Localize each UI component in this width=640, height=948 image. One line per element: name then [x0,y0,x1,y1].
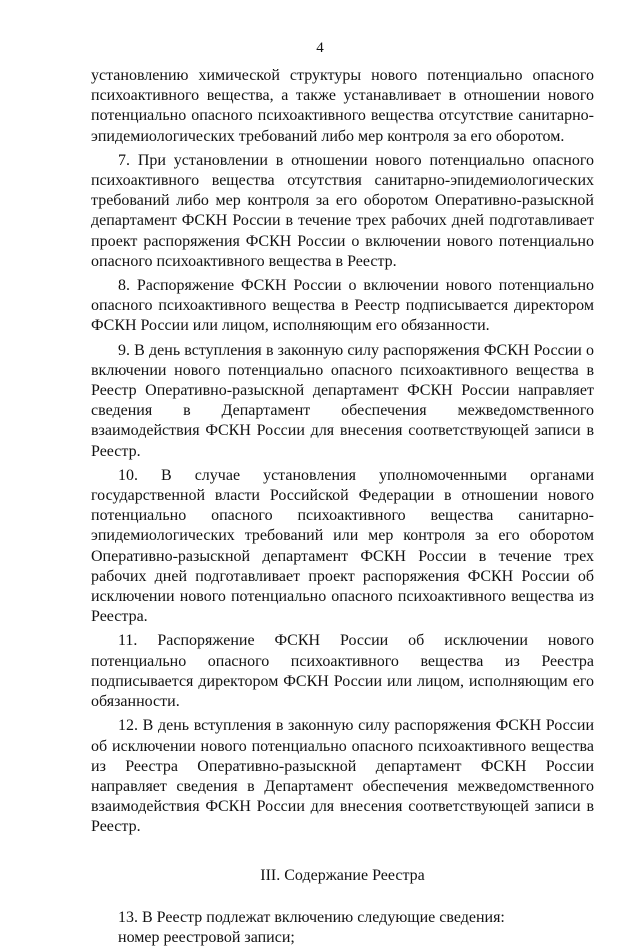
paragraph-continuation: установлению химической структуры нового потенциально опасного психоактивного вещества, а также устанавливает в отношении нового потенциально опасного психоактивного вещества отсутствие санитарно-эпидемиологических требований либо мер контроля за его оборотом. [91,67,594,145]
section-heading: III. Содержание Реестра [260,866,425,884]
page-number: 4 [316,40,324,56]
paragraph-11: 11. Распоряжение ФСКН России об исключении нового потенциально опасного психоактивного вещества из Реестра подписывается директором ФСКН России или лицом, исполняющим его обязанности. [91,632,594,711]
paragraph-8: 8. Распоряжение ФСКН России о включении нового потенциально опасного психоактивного вещества в Реестр подписывается директором ФСКН России или лицом, исполняющим его обязанности. [91,277,594,335]
paragraph-9: 9. В день вступления в законную силу распоряжения ФСКН России о включении нового потенциально опасного психоактивного вещества в Реестр Оперативно-разыскной департамент ФСКН России направляет сведения в Департамент обеспечения межведомственного взаимодействия ФСКН России для внесения соответствующей записи в Реестр. [91,341,594,460]
paragraph-7: 7. При установлении в отношении нового потенциально опасного психоактивного вещества отсутствия санитарно-эпидемиологических требований либо мер контроля за его оборотом Оперативно-разыскной департамент ФСКН России в течение трех рабочих дней подготавливает проект распоряжения ФСКН России о включении нового потенциально опасного психоактивного вещества в Реестр. [91,151,594,270]
paragraph-12: 12. В день вступления в законную силу распоряжения ФСКН России об исключении нового потенциально опасного психоактивного вещества из Реестра Оперативно-разыскной департамент ФСКН России направляет сведения в Департамент обеспечения межведомственного взаимодействия ФСКН России для внесения соответствующей записи в Реестр. [91,717,594,836]
document-body [91,66,594,948]
paragraph-10: 10. В случае установления уполномоченными органами государственной власти Российской Федерации в отношении нового потенциально опасного психоактивного вещества санитарно-эпидемиологических требований или мер контроля за его оборотом Оперативно-разыскной департамент ФСКН России в течение трех рабочих дней подготавливает проект распоряжения ФСКН России об исключении нового потенциально опасного психоактивного вещества из Реестра. [91,466,594,626]
list-item-registry-number: номер реестровой записи; [118,928,295,946]
paragraph-13: 13. В Реестр подлежат включению следующие сведения: [118,908,505,926]
